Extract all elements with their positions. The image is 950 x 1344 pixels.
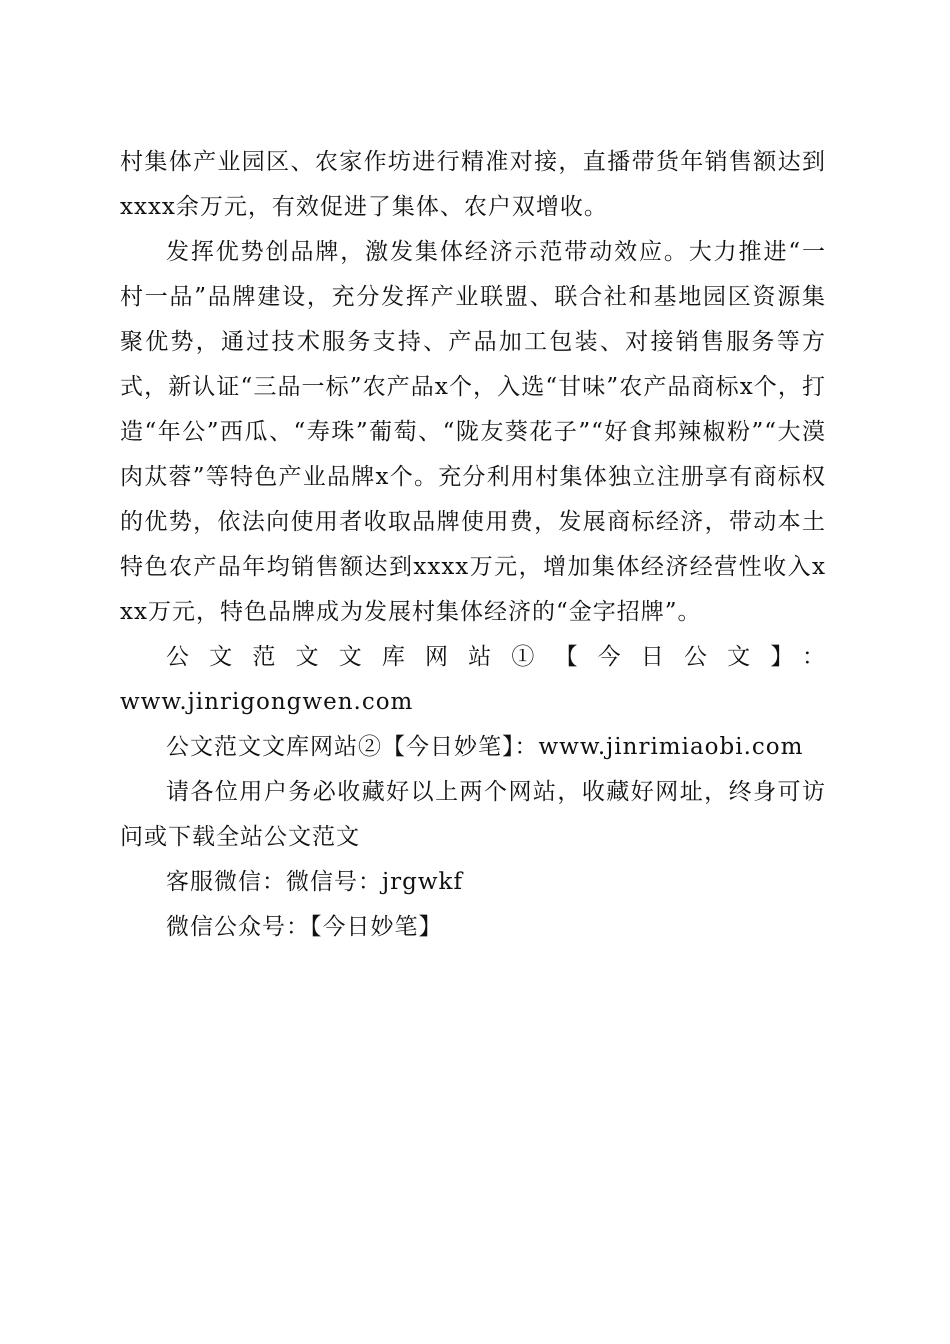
document-body	[120, 140, 826, 950]
site2-line: 公文范文文库网站②【今日妙笔】：www.jinrimiaobi.com	[166, 734, 804, 760]
site1-url: www.jinrigongwen.com	[120, 689, 414, 715]
site1-label: 公文范文文库网站①【今日公文】：	[166, 644, 826, 670]
official-account-line: 微信公众号：【今日妙笔】	[166, 914, 443, 940]
paragraph-continuation: 村集体产业园区、农家作坊进行精准对接，直播带货年销售额达到xxxx余万元，有效促进了集体、农户双增收。	[120, 149, 826, 220]
service-wechat-line: 客服微信：微信号：jrgwkf	[166, 869, 463, 895]
paragraph-brand: 发挥优势创品牌，激发集体经济示范带动效应。大力推进“一村一品”品牌建设，充分发挥产业联盟、联合社和基地园区资源集聚优势，通过技术服务支持、产品加工包装、对接销售服务等方式，新认证“三品一标”农产品x个，入选“甘味”农产品商标x个，打造“年公”西瓜、“寿珠”葡萄、“陇友葵花子”“好食邦辣椒粉”“大漠肉苁蓉”等特色产业品牌x个。充分利用村集体独立注册享有商标权的优势，依法向使用者收取品牌使用费，发展商标经济，带动本土特色农产品年均销售额达到xxxx万元，增加集体经济经营性收入xxx万元，特色品牌成为发展村集体经济的“金字招牌”。	[120, 239, 826, 625]
notice-line: 请各位用户务必收藏好以上两个网站，收藏好网址，终身可访问或下载全站公文范文	[120, 779, 826, 850]
